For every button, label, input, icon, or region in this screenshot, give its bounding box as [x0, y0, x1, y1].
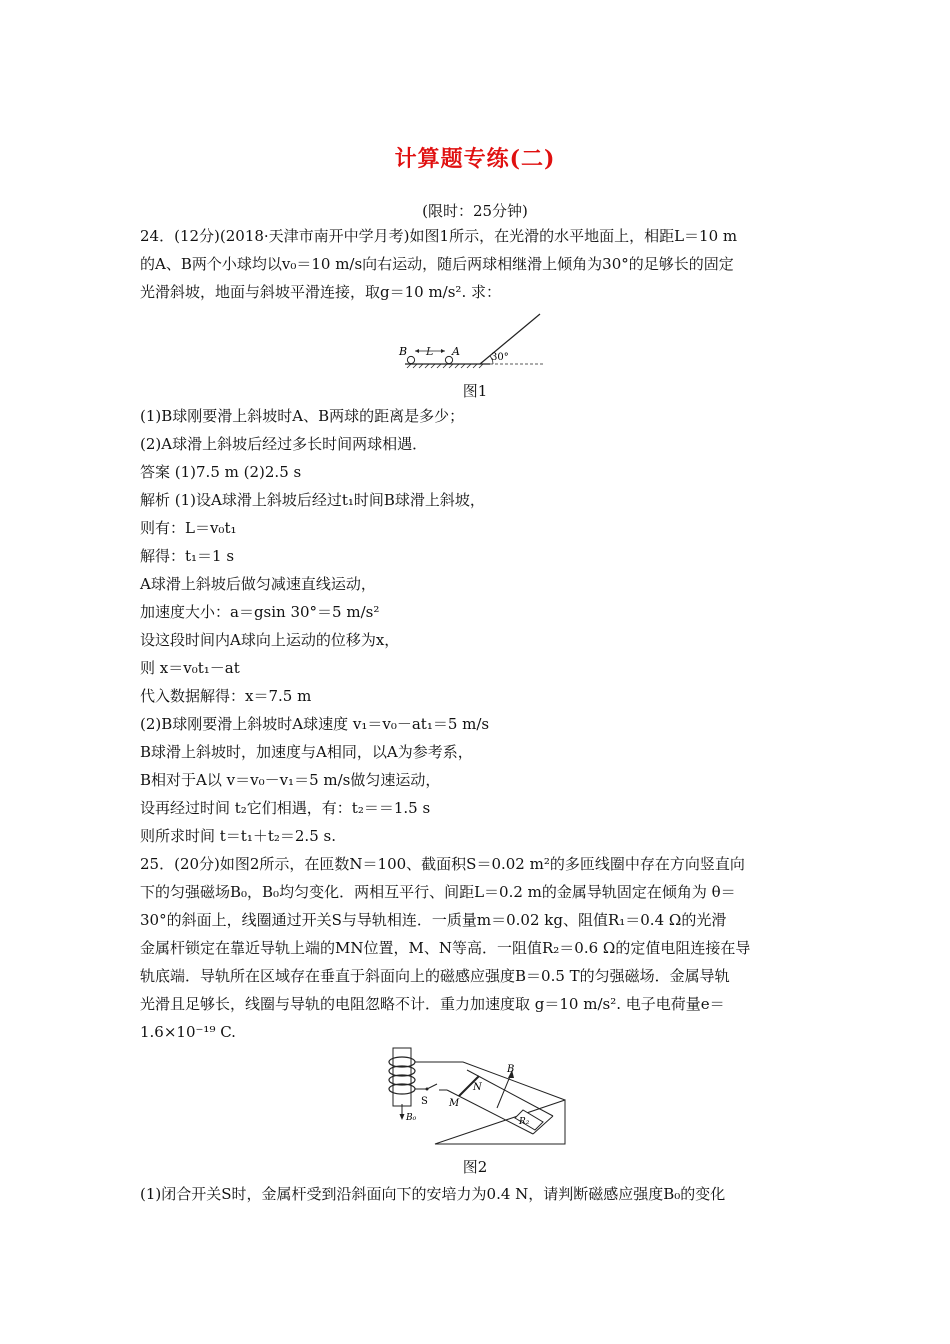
q25-line: 25．(20分)如图2所示，在匝数N＝100、截面积S＝0.02 m²的多匝线圈中存在方向竖直向 — [140, 855, 745, 873]
figure-1-caption: 图1 — [462, 382, 488, 400]
wire-top — [415, 1062, 565, 1100]
solution-line: A球滑上斜坡后做匀减速直线运动， — [140, 575, 376, 593]
switch-lever — [427, 1084, 437, 1089]
q24-line: (1)B球刚要滑上斜坡时A、B两球的距离是多少； — [140, 407, 465, 425]
label-l: L — [426, 345, 434, 358]
q24-line: 24．(12分)(2018·天津市南开中学月考)如图1所示，在光滑的水平地面上，相距L＝10 m — [140, 227, 738, 245]
ball-b — [407, 356, 414, 363]
q25-line: 1.6×10⁻¹⁹ C. — [140, 1023, 236, 1041]
figure-2-caption: 图2 — [462, 1158, 488, 1176]
q25-line: 下的匀强磁场B₀，B₀均匀变化．两相互平行、间距L＝0.2 m的金属导轨固定在倾角为 θ＝ — [140, 883, 736, 901]
slope-line — [480, 314, 540, 364]
page-title: 计算题专练(二) — [394, 146, 556, 172]
arrow-down-icon — [400, 1114, 405, 1120]
switch-pivot — [426, 1088, 429, 1091]
time-limit: (限时：25分钟) — [422, 202, 528, 220]
q24-line: (2)A球滑上斜坡后经过多长时间两球相遇． — [140, 435, 428, 453]
q25-line: 光滑且足够长，线圈与导轨的电阻忽略不计．重力加速度取 g＝10 m/s². 电子电荷量e＝ — [140, 995, 725, 1013]
solution-line: 设再经过时间 t₂它们相遇，有：t₂＝＝1.5 s — [140, 799, 431, 817]
solution-line: (2)B球刚要滑上斜坡时A球速度 v₁＝v₀－at₁＝5 m/s — [140, 715, 490, 733]
solution-line: B相对于A以 v＝v₀－v₁＝5 m/s做匀速运动， — [140, 771, 441, 789]
angle-label: 30° — [491, 352, 509, 363]
label-b: B — [507, 1064, 515, 1075]
label-a: A — [452, 345, 460, 358]
solution-line: 则所求时间 t＝t₁＋t₂＝2.5 s. — [140, 827, 336, 845]
rail-lower — [447, 1090, 533, 1134]
label-b0: B₀ — [406, 1113, 417, 1123]
solution-line: 设这段时间内A球向上运动的位移为x， — [140, 631, 400, 649]
arrow-right-icon — [441, 349, 445, 353]
label-m: M — [449, 1098, 460, 1109]
q25-line: 30°的斜面上，线圈通过开关S与导轨相连．一质量m＝0.02 kg、阻值R₁＝0.4 Ω的光滑 — [140, 911, 727, 929]
q24-line: 的A、B两个小球均以v₀＝10 m/s向右运动，随后两球相继滑上倾角为30°的足够长的固定 — [140, 255, 734, 273]
solution-line: 加速度大小：a＝gsin 30°＝5 m/s² — [140, 603, 380, 621]
b-field-arrow — [497, 1074, 511, 1108]
label-s: S — [421, 1096, 428, 1107]
figure-2 — [375, 1044, 575, 1150]
solution-line: 解析 (1)设A球滑上斜坡后经过t₁时间B球滑上斜坡， — [140, 491, 485, 509]
label-n: N — [473, 1082, 482, 1093]
label-r2: R₂ — [519, 1117, 530, 1127]
answer-line: 答案 (1)7.5 m (2)2.5 s — [140, 463, 302, 481]
solution-line: B球滑上斜坡时，加速度与A相同，以A为参考系， — [140, 743, 473, 761]
solution-line: 则有：L＝v₀t₁ — [140, 519, 237, 537]
q25-line: 轨底端．导轨所在区域存在垂直于斜面向上的磁感应强度B＝0.5 T的匀强磁场．金属导轨 — [140, 967, 730, 985]
q25-subquestion: (1)闭合开关S时，金属杆受到沿斜面向下的安培力为0.4 N，请判断磁感应强度B₀的变化 — [140, 1185, 726, 1203]
solution-line: 代入数据解得：x＝7.5 m — [140, 687, 312, 705]
label-b: B — [399, 345, 408, 358]
ground-hatch — [407, 364, 483, 368]
q25-line: 金属杆锁定在靠近导轨上端的MN位置，M、N等高．一阻值R₂＝0.6 Ω的定值电阻连接在导 — [140, 939, 751, 957]
solution-line: 则 x＝v₀t₁－at — [140, 659, 240, 677]
arrow-left-icon — [415, 349, 419, 353]
figure-1 — [395, 310, 545, 372]
q24-line: 光滑斜坡，地面与斜坡平滑连接，取g＝10 m/s². 求： — [140, 283, 501, 301]
solution-line: 解得：t₁＝1 s — [140, 547, 235, 565]
